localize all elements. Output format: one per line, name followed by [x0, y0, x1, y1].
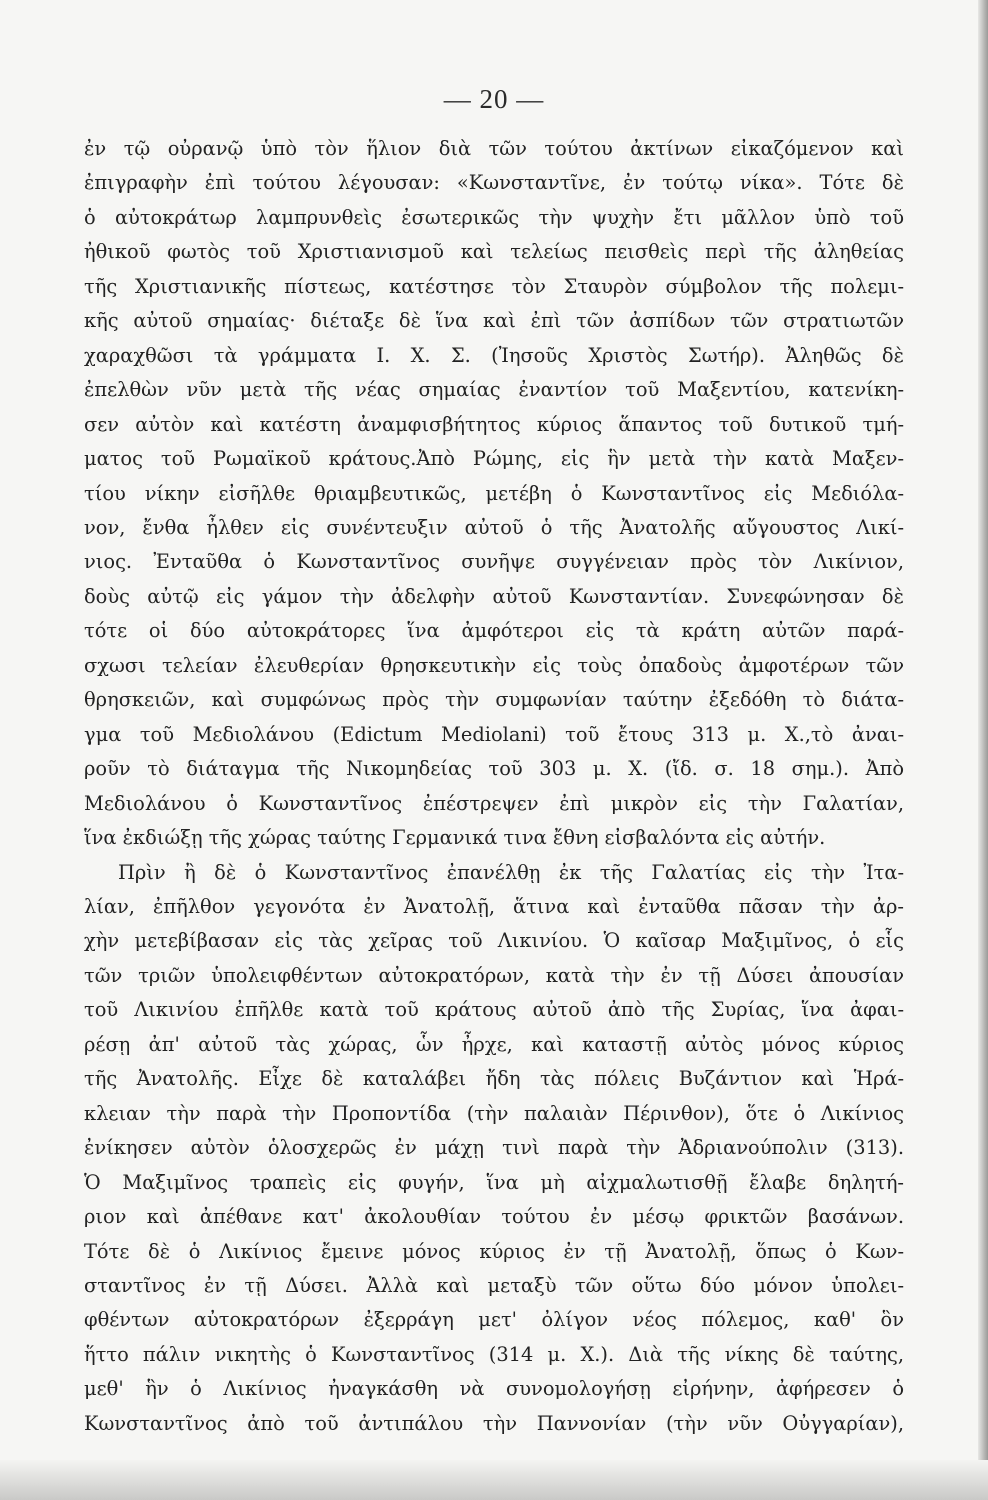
text-line: ἐνίκησεν αὐτὸν ὁλοσχερῶς ἐν μάχῃ τινὶ παρὰ τὴν Ἀδριανούπολιν (313). — [84, 1136, 904, 1160]
text-line: ὁ αὐτοκράτωρ λαμπρυνθεὶς ἐσωτερικῶς τὴν ψυχὴν ἔτι μᾶλλον ὑπὸ τοῦ — [84, 205, 904, 229]
text-line: νιος. Ἐνταῦθα ὁ Κωνσταντῖνος συνῆψε συγγένειαν πρὸς τὸν Λικίνιον, — [84, 550, 904, 574]
text-line: τότε οἱ δύο αὐτοκράτορες ἵνα ἀμφότεροι εἰς τὰ κράτη αὐτῶν παρά- — [84, 619, 904, 643]
text-line: ἐπελθὼν νῦν μετὰ τῆς νέας σημαίας ἐναντίον τοῦ Μαξεντίου, κατενίκη- — [84, 378, 904, 402]
text-line: γμα τοῦ Μεδιολάνου (Edictum Mediolani) τοῦ ἔτους 313 μ. Χ.,τὸ ἀναι- — [84, 722, 904, 746]
text-line: Πρὶν ἢ δὲ ὁ Κωνσταντῖνος ἐπανέλθῃ ἐκ τῆς Γαλατίας εἰς τὴν Ἰτα- — [118, 860, 904, 884]
text-line: κλειαν τὴν παρὰ τὴν Προποντίδα (τὴν παλαιὰν Πέρινθον), ὅτε ὁ Λικίνιος — [84, 1101, 904, 1125]
text-line: ἥττο πάλιν νικητὴς ὁ Κωνσταντῖνος (314 μ. Χ.). Διὰ τῆς νίκης δὲ ταύτης, — [84, 1342, 904, 1366]
text-line: λίαν, ἐπῆλθον γεγονότα ἐν Ἀνατολῇ, ἅτινα καὶ ἐνταῦθα πᾶσαν τὴν ἀρ- — [84, 894, 904, 918]
text-line: Κωνσταντῖνος ἀπὸ τοῦ ἀντιπάλου τὴν Παννονίαν (τὴν νῦν Οὐγγαρίαν), — [84, 1411, 904, 1435]
text-line: ροῦν τὸ διάταγμα τῆς Νικομηδείας τοῦ 303 μ. Χ. (ἴδ. σ. 18 σημ.). Ἀπὸ — [84, 757, 904, 781]
text-line: τίου νίκην εἰσῆλθε θριαμβευτικῶς, μετέβη ὁ Κωνσταντῖνος εἰς Μεδιόλα- — [84, 481, 904, 505]
page-edge-shadow — [978, 0, 988, 1500]
text-line: Τότε δὲ ὁ Λικίνιος ἔμεινε μόνος κύριος ἐν τῇ Ἀνατολῇ, ὅπως ὁ Κων- — [84, 1239, 904, 1263]
text-line: κῆς αὐτοῦ σημαίας· διέταξε δὲ ἵνα καὶ ἐπὶ τῶν ἀσπίδων τῶν στρατιωτῶν — [84, 309, 904, 333]
text-line: χαραχθῶσι τὰ γράμματα Ι. Χ. Σ. (Ἰησοῦς Χριστὸς Σωτήρ). Ἀληθῶς δὲ — [84, 343, 904, 367]
text-line: τῶν τριῶν ὑπολειφθέντων αὐτοκρατόρων, κατὰ τὴν ἐν τῇ Δύσει ἀπουσίαν — [84, 963, 904, 987]
text-line: θρησκειῶν, καὶ συμφώνως πρὸς τὴν συμφωνίαν ταύτην ἐξεδόθη τὸ διάτα- — [84, 688, 904, 712]
text-line: σταντῖνος ἐν τῇ Δύσει. Ἀλλὰ καὶ μεταξὺ τῶν οὕτω δύο μόνον ὑπολει- — [84, 1273, 904, 1297]
body-text — [84, 132, 904, 1441]
text-line: χὴν μετεβίβασαν εἰς τὰς χεῖρας τοῦ Λικινίου. Ὁ καῖσαρ Μαξιμῖνος, ὁ εἷς — [84, 929, 904, 953]
text-line: ρέσῃ ἀπ' αὐτοῦ τὰς χώρας, ὧν ἦρχε, καὶ καταστῇ αὐτὸς μόνος κύριος — [84, 1032, 904, 1056]
page-number: — 20 — — [443, 84, 545, 114]
text-line: ματος τοῦ Ρωμαϊκοῦ κράτους.Ἀπὸ Ρώμης, εἰς ἣν μετὰ τὴν κατὰ Μαξεν- — [84, 447, 904, 471]
text-line: ἐπιγραφὴν ἐπὶ τούτου λέγουσαν: «Κωνσταντῖνε, ἐν τούτῳ νίκα». Τότε δὲ — [84, 171, 904, 195]
text-line: τῆς Ἀνατολῆς. Εἶχε δὲ καταλάβει ἤδη τὰς πόλεις Βυζάντιον καὶ Ἡρά- — [84, 1067, 904, 1091]
text-line: σεν αὐτὸν καὶ κατέστη ἀναμφισβήτητος κύριος ἅπαντος τοῦ δυτικοῦ τμή- — [84, 412, 904, 436]
text-line: ἠθικοῦ φωτὸς τοῦ Χριστιανισμοῦ καὶ τελείως πεισθεὶς περὶ τῆς ἀληθείας — [84, 240, 904, 264]
text-line: δοὺς αὐτῷ εἰς γάμον τὴν ἀδελφὴν αὐτοῦ Κωνσταντίαν. Συνεφώνησαν δὲ — [84, 584, 904, 608]
text-line: φθέντων αὐτοκρατόρων ἐξερράγη μετ' ὀλίγον νέος πόλεμος, καθ' ὃν — [84, 1308, 904, 1332]
text-line: τοῦ Λικινίου ἐπῆλθε κατὰ τοῦ κράτους αὐτοῦ ἀπὸ τῆς Συρίας, ἵνα ἀφαι- — [84, 998, 904, 1022]
text-line: Μεδιολάνου ὁ Κωνσταντῖνος ἐπέστρεψεν ἐπὶ μικρὸν εἰς τὴν Γαλατίαν, — [84, 791, 904, 815]
text-line: ἵνα ἐκδιώξῃ τῆς χώρας ταύτης Γερμανικά τινα ἔθνη εἰσβαλόντα εἰς αὐτήν. — [84, 826, 826, 850]
text-line: Ὁ Μαξιμῖνος τραπεὶς εἰς φυγήν, ἵνα μὴ αἰχμαλωτισθῇ ἔλαβε δηλητή- — [84, 1170, 904, 1194]
page-bottom-shadow — [0, 1460, 988, 1500]
text-line: μεθ' ἣν ὁ Λικίνιος ἠναγκάσθη νὰ συνομολογήσῃ εἰρήνην, ἀφήρεσεν ὁ — [84, 1377, 904, 1401]
text-line: ἐν τῷ οὐρανῷ ὑπὸ τὸν ἥλιον διὰ τῶν τούτου ἀκτίνων εἰκαζόμενον καὶ — [84, 137, 904, 160]
text-line: σχωσι τελείαν ἐλευθερίαν θρησκευτικὴν εἰς τοὺς ὀπαδοὺς ἀμφοτέρων τῶν — [84, 653, 904, 677]
text-line: τῆς Χριστιανικῆς πίστεως, κατέστησε τὸν Σταυρὸν σύμβολον τῆς πολεμι- — [84, 274, 904, 298]
text-line: ριον καὶ ἀπέθανε κατ' ἀκολουθίαν τούτου ἐν μέσῳ φρικτῶν βασάνων. — [84, 1205, 904, 1229]
text-line: νον, ἔνθα ἦλθεν εἰς συνέντευξιν αὐτοῦ ὁ τῆς Ἀνατολῆς αὔγουστος Λικί- — [84, 515, 904, 539]
